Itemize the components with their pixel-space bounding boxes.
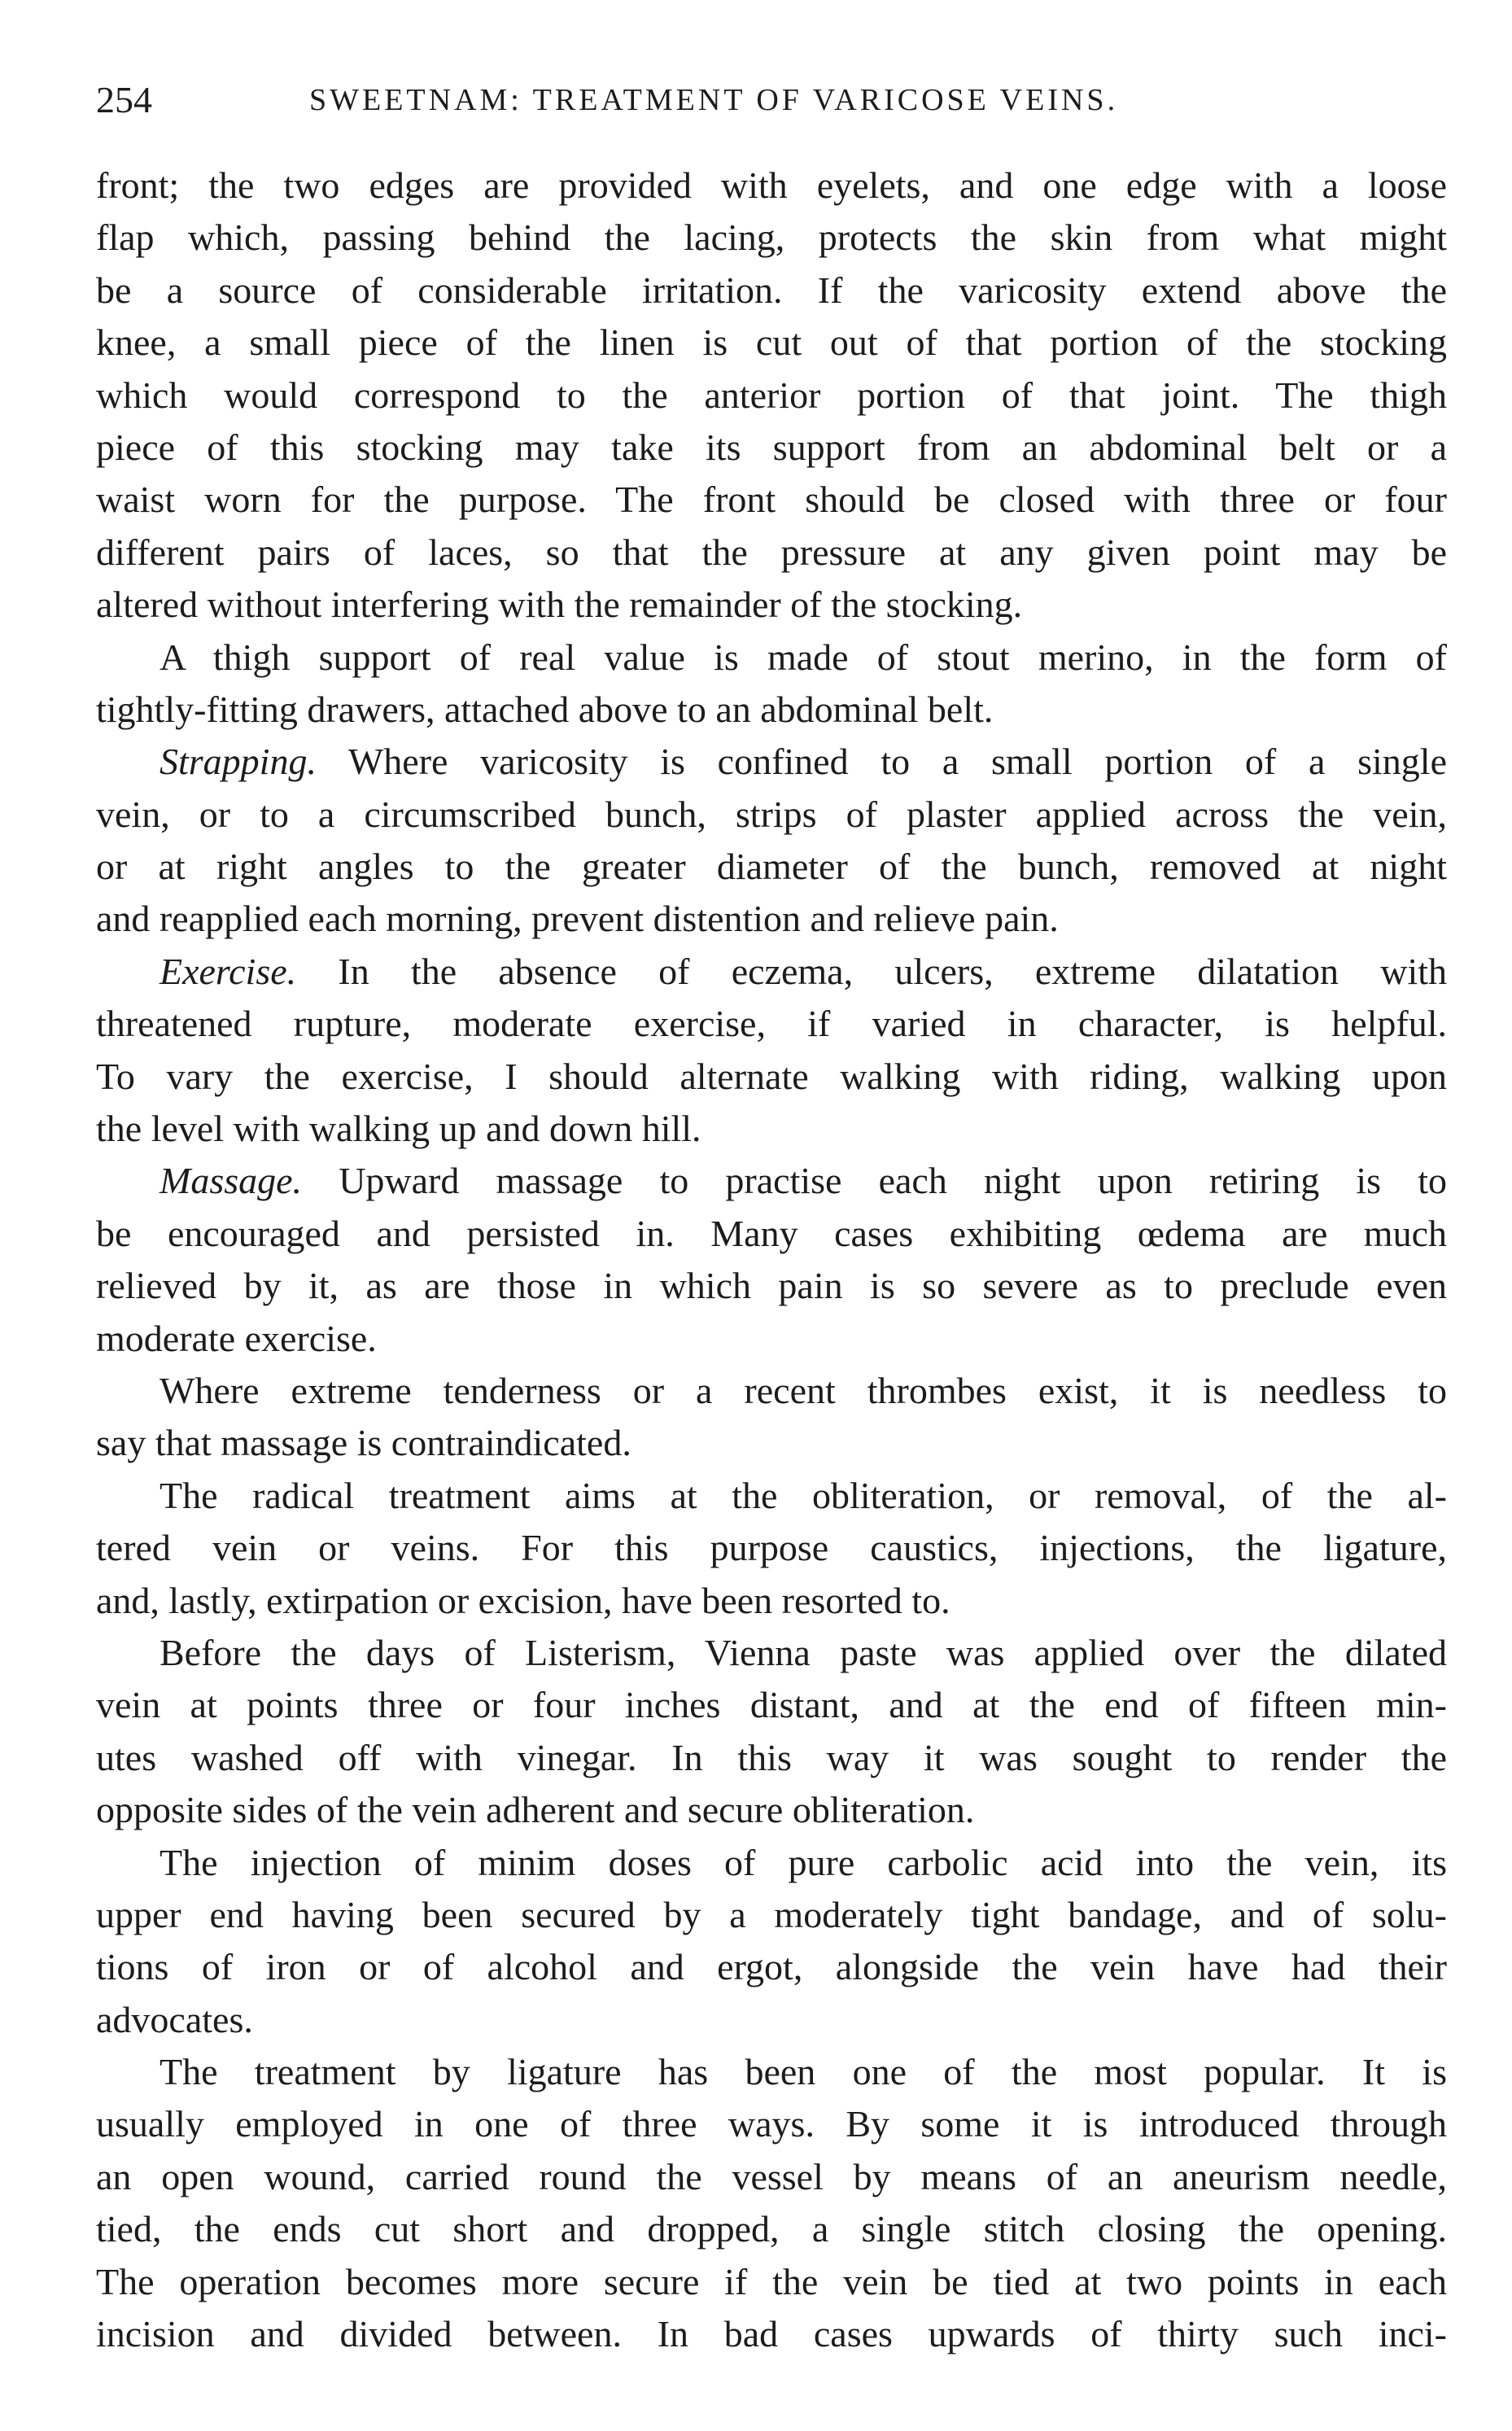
- line-text: different pairs of laces, so that the pressure at any given point may be: [96, 531, 1447, 573]
- text-line: [96, 317, 1447, 369]
- line-text: flap which, passing behind the lacing, protects the skin from what might: [96, 216, 1447, 259]
- line-text: A thigh support of real value is made of stout merino, in the form of: [160, 636, 1447, 678]
- line-text: upper end having been secured by a moderately tight bandage, and of solu-: [96, 1893, 1447, 1935]
- text-line: [96, 474, 1447, 526]
- line-text: knee, a small piece of the linen is cut out of that portion of the stocking: [96, 321, 1447, 364]
- line-text: Where extreme tenderness or a recent thrombes exist, it is needless to: [160, 1369, 1447, 1411]
- line-text: The operation becomes more secure if the vein be tied at two points in each: [96, 2260, 1447, 2302]
- text-line: [96, 1051, 1447, 1103]
- line-text: Before the days of Listerism, Vienna paste was applied over the dilated: [160, 1631, 1447, 1673]
- line-text: relieved by it, as are those in which pain is so severe as to preclude even: [96, 1265, 1447, 1307]
- text-line: [96, 841, 1447, 893]
- text-line: [96, 1941, 1447, 1993]
- line-text: The treatment by ligature has been one of the most popular. It is: [160, 2051, 1447, 2093]
- text-line: [96, 2098, 1447, 2150]
- text-line: [96, 2203, 1447, 2255]
- line-text: the level with walking up and down hill.: [96, 1108, 701, 1150]
- text-line: [96, 684, 1447, 736]
- text-line: [96, 2151, 1447, 2203]
- line-text: and, lastly, extirpation or excision, have been resorted to.: [96, 1579, 950, 1621]
- line-text: front; the two edges are provided with eyelets, and one edge with a loose: [96, 164, 1447, 206]
- text-line: [96, 422, 1447, 474]
- text-line: [96, 789, 1447, 841]
- line-text: tions of iron or of alcohol and ergot, alongside the vein have had their: [96, 1946, 1447, 1988]
- text-line: [96, 1260, 1447, 1312]
- text-line: [96, 946, 1447, 998]
- text-line: [96, 2256, 1447, 2308]
- line-text: waist worn for the purpose. The front should be closed with three or four: [96, 479, 1447, 521]
- text-line: [96, 1417, 1447, 1469]
- text-line: [96, 1837, 1447, 1889]
- page-header: [96, 72, 1366, 129]
- section-lead: Strapping.: [160, 741, 317, 783]
- text-line: [96, 1103, 1447, 1155]
- text-line: [96, 1627, 1447, 1679]
- text-line: [96, 1313, 1447, 1365]
- text-line: [96, 2308, 1447, 2360]
- text-line: [96, 1470, 1447, 1522]
- line-text: usually employed in one of three ways. By some it is introduced through: [96, 2103, 1447, 2145]
- line-text: threatened rupture, moderate exercise, if varied in character, is helpful.: [96, 1003, 1447, 1045]
- text-line: [96, 1784, 1447, 1836]
- line-text: altered without interfering with the remainder of the stocking.: [96, 584, 1023, 626]
- line-text: The radical treatment aims at the obliteration, or removal, of the al-: [160, 1474, 1447, 1516]
- line-text: incision and divided between. In bad cases upwards of thirty such inci-: [96, 2313, 1447, 2355]
- text-line: [96, 893, 1447, 945]
- line-text: tered vein or veins. For this purpose caustics, injections, the ligature,: [96, 1527, 1447, 1569]
- text-line: [96, 1208, 1447, 1260]
- text-line: [96, 1155, 1447, 1207]
- text-line: [96, 369, 1447, 422]
- line-text: and reapplied each morning, prevent distention and relieve pain.: [96, 898, 1059, 940]
- text-line: [96, 1679, 1447, 1731]
- text-line: [96, 736, 1447, 788]
- line-text: In the absence of eczema, ulcers, extreme dilatation with: [296, 950, 1447, 992]
- page-number: 254: [96, 79, 152, 120]
- line-text: Upward massage to practise each night upon retiring is to: [302, 1160, 1447, 1202]
- line-text: tightly-fitting drawers, attached above to an abdominal belt.: [96, 688, 994, 730]
- line-text: piece of this stocking may take its support from an abdominal belt or a: [96, 426, 1447, 468]
- line-text: opposite sides of the vein adherent and secure obliteration.: [96, 1789, 975, 1831]
- text-line: [96, 160, 1447, 212]
- line-text: Where varicosity is confined to a small portion of a single: [316, 741, 1447, 783]
- text-line: [96, 527, 1447, 579]
- line-text: be encouraged and persisted in. Many cases exhibiting œdema are much: [96, 1212, 1447, 1254]
- text-line: [96, 212, 1447, 264]
- line-text: To vary the exercise, I should alternate walking with riding, walking upon: [96, 1055, 1447, 1097]
- section-lead: Exercise.: [160, 950, 297, 992]
- line-text: or at right angles to the greater diameter of the bunch, removed at night: [96, 846, 1447, 888]
- body-text: [96, 160, 1447, 2360]
- text-line: [96, 1889, 1447, 1941]
- section-lead: Massage.: [160, 1160, 303, 1202]
- running-head: SWEETNAM: TREATMENT OF VARICOSE VEINS.: [309, 83, 1119, 117]
- text-line: [96, 1522, 1447, 1574]
- line-text: an open wound, carried round the vessel by means of an aneurism needle,: [96, 2155, 1447, 2197]
- line-text: utes washed off with vinegar. In this way it was sought to render the: [96, 1736, 1447, 1778]
- line-text: be a source of considerable irritation. If the varicosity extend above the: [96, 269, 1447, 311]
- line-text: say that massage is contraindicated.: [96, 1422, 631, 1464]
- text-line: [96, 2046, 1447, 2098]
- line-text: advocates.: [96, 1998, 253, 2040]
- line-text: vein, or to a circumscribed bunch, strips of plaster applied across the vein,: [96, 793, 1447, 835]
- text-line: [96, 579, 1447, 631]
- line-text: which would correspond to the anterior portion of that joint. The thigh: [96, 374, 1447, 416]
- line-text: The injection of minim doses of pure carbolic acid into the vein, its: [160, 1841, 1447, 1883]
- text-line: [96, 998, 1447, 1050]
- text-line: [96, 632, 1447, 684]
- line-text: vein at points three or four inches distant, and at the end of fifteen min-: [96, 1684, 1447, 1726]
- text-line: [96, 1365, 1447, 1417]
- text-line: [96, 1994, 1447, 2046]
- line-text: tied, the ends cut short and dropped, a single stitch closing the opening.: [96, 2208, 1447, 2250]
- text-line: [96, 1732, 1447, 1784]
- text-line: [96, 1575, 1447, 1627]
- line-text: moderate exercise.: [96, 1317, 377, 1359]
- text-line: [96, 265, 1447, 317]
